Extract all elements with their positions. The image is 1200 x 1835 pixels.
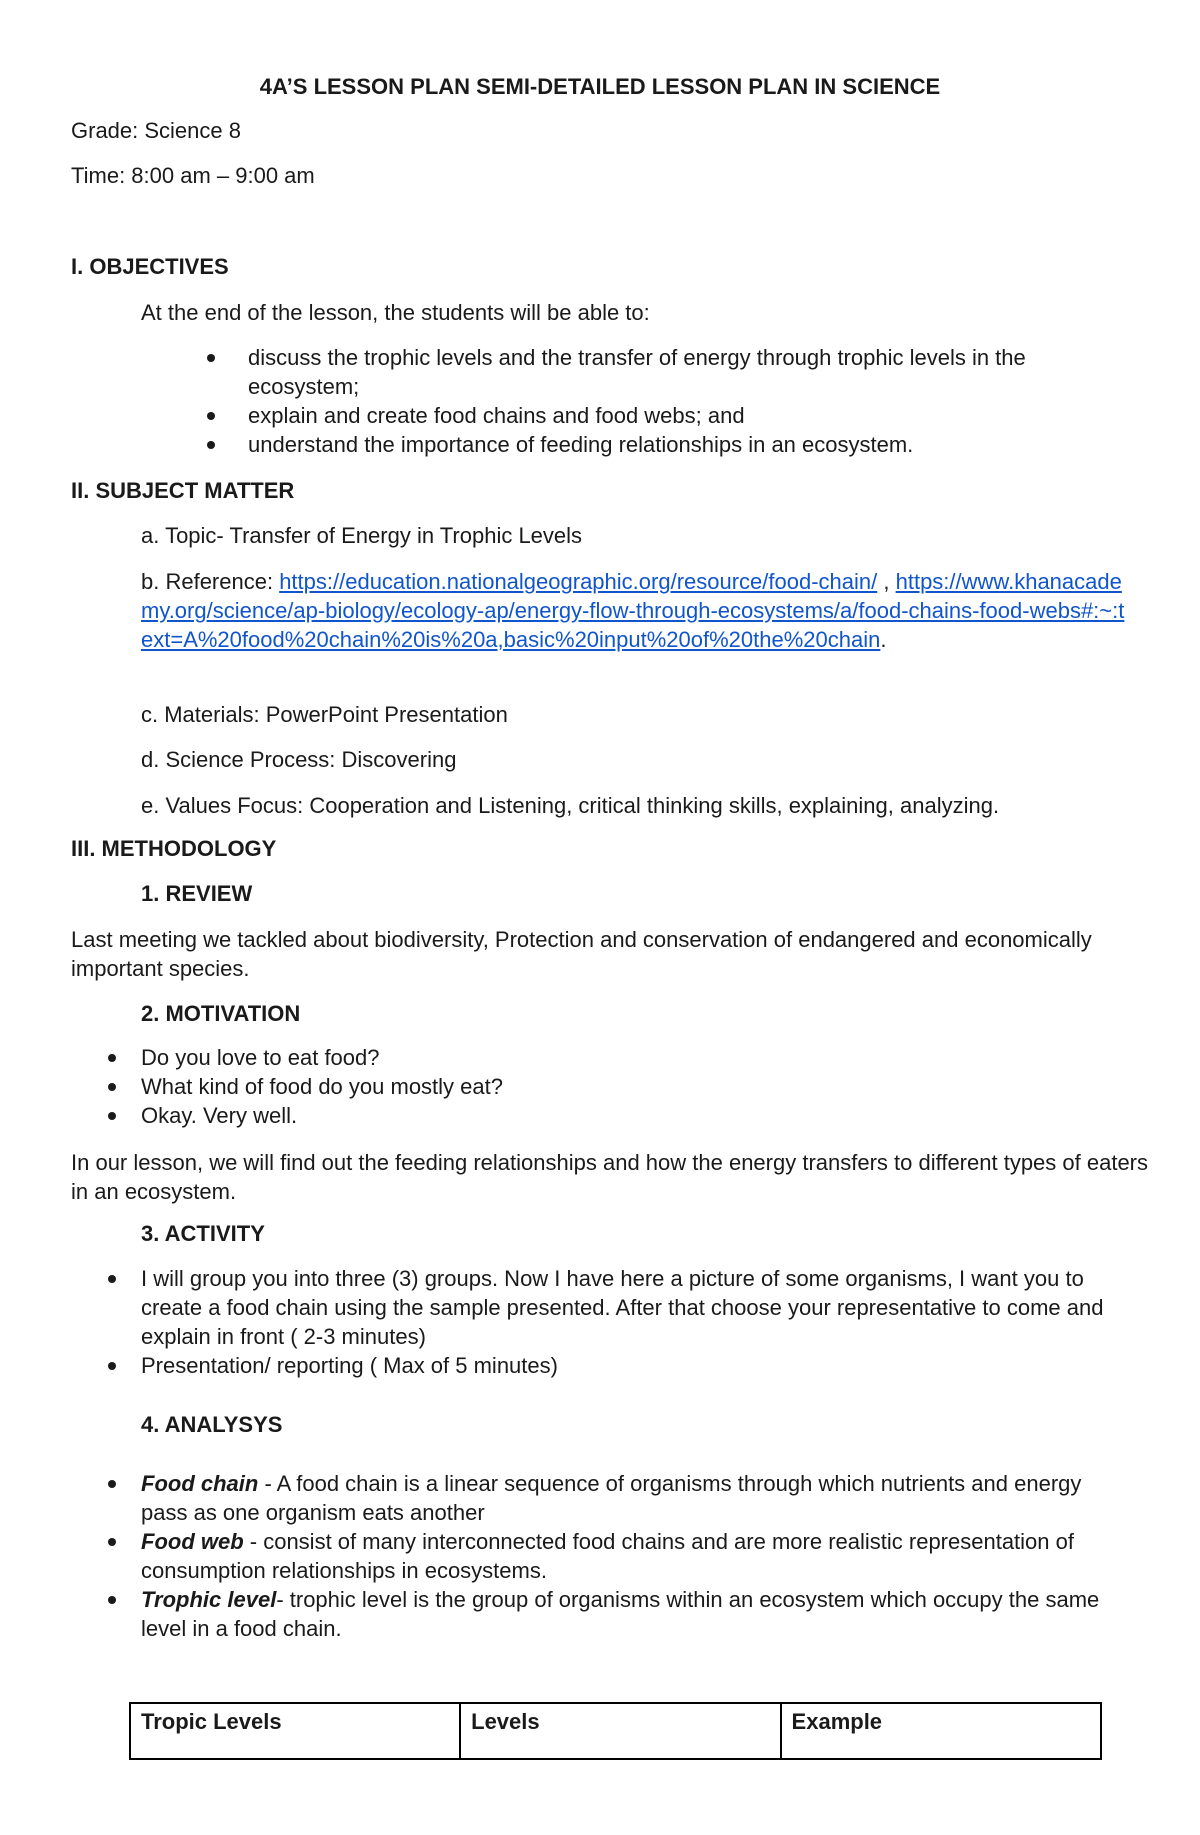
list-item (141, 1072, 1121, 1101)
bullet-icon (108, 1275, 116, 1283)
methodology-heading: III. METHODOLOGY (71, 836, 277, 861)
topic-line: a. Topic- Transfer of Energy in Trophic Levels (141, 523, 583, 548)
analysis-heading: 4. ANALYSYS (141, 1412, 283, 1437)
page-title: 4A’S LESSON PLAN SEMI-DETAILED LESSON PLAN IN SCIENCE (259, 74, 941, 99)
analysis-definition: - trophic level is the group of organisms within an ecosystem which occupy the same level in a food chain. (141, 1587, 1100, 1641)
activity-list (141, 1264, 1121, 1380)
table-header-row (130, 1703, 1101, 1759)
bullet-icon (108, 1054, 116, 1062)
bullet-icon (108, 1112, 116, 1120)
values-line: e. Values Focus: Cooperation and Listening, critical thinking skills, explaining, analyzing. (141, 793, 1000, 818)
list-item (248, 430, 1128, 459)
bullet-icon (108, 1538, 116, 1546)
reference-link-natgeo[interactable]: https://education.nationalgeographic.org/resource/food-chain/ (279, 569, 878, 594)
list-item (141, 1469, 1121, 1527)
motivation-text: Do you love to eat food? (141, 1045, 380, 1070)
list-item (141, 1264, 1121, 1351)
list-item (141, 1101, 1121, 1130)
motivation-heading: 2. MOTIVATION (141, 1001, 301, 1026)
list-item (141, 1527, 1121, 1585)
list-item (248, 401, 1128, 430)
reference-end: . (880, 627, 887, 652)
list-item (248, 343, 1128, 401)
activity-text: I will group you into three (3) groups. Now I have here a picture of some organisms, I want you to create a food chain using the sample presented. After that choose your representative to come and explain in front ( 2-3 minutes) (141, 1266, 1104, 1349)
objective-text: discuss the trophic levels and the transfer of energy through trophic levels in the ecosystem; (248, 345, 1026, 399)
subject-matter-heading: II. SUBJECT MATTER (71, 478, 295, 503)
bullet-icon (108, 1596, 116, 1604)
materials-line: c. Materials: PowerPoint Presentation (141, 702, 508, 727)
table-header-cell: Example (781, 1703, 1101, 1759)
activity-text: Presentation/ reporting ( Max of 5 minutes) (141, 1353, 558, 1378)
activity-heading: 3. ACTIVITY (141, 1221, 265, 1246)
objective-text: understand the importance of feeding relationships in an ecosystem. (248, 432, 914, 457)
objective-text: explain and create food chains and food webs; and (248, 403, 745, 428)
list-item (141, 1043, 1121, 1072)
table-header-cell: Levels (460, 1703, 780, 1759)
bullet-icon (207, 412, 215, 420)
motivation-list (141, 1043, 1121, 1130)
analysis-list (141, 1469, 1121, 1643)
objectives-intro: At the end of the lesson, the students will be able to: (141, 300, 650, 325)
bullet-icon (108, 1480, 116, 1488)
reference-label: b. Reference: (141, 569, 280, 594)
review-heading: 1. REVIEW (141, 881, 253, 906)
bullet-icon (207, 441, 215, 449)
reference-link-khanacademy[interactable]: https://www.khanacademy.org/science/ap-biology/ecology-ap/energy-flow-through-ecosystems/a/food-chains-food-webs#:~:text=A%20food%20chain%20is%20a,basic%20input%20of%20the%20chain (141, 569, 1125, 652)
trophic-levels-table (129, 1702, 1102, 1760)
list-item (141, 1351, 1121, 1380)
bullet-icon (108, 1083, 116, 1091)
motivation-text: What kind of food do you mostly eat? (141, 1074, 503, 1099)
reference-separator: , (877, 569, 890, 594)
objectives-list (248, 343, 1128, 459)
analysis-term: Trophic level (141, 1587, 277, 1612)
bullet-icon (207, 354, 215, 362)
grade-line: Grade: Science 8 (71, 118, 241, 143)
time-line: Time: 8:00 am – 9:00 am (71, 163, 315, 188)
analysis-definition: - consist of many interconnected food chains and are more realistic representation of consumption relationships in ecosystems. (141, 1529, 1074, 1583)
reference-block (141, 567, 1126, 654)
bullet-icon (108, 1362, 116, 1370)
table-header-cell: Tropic Levels (130, 1703, 460, 1759)
process-line: d. Science Process: Discovering (141, 747, 457, 772)
motivation-text-paragraph: In our lesson, we will find out the feeding relationships and how the energy transfers to different types of eaters in an ecosystem. (71, 1150, 1149, 1204)
analysis-term: Food web (141, 1529, 244, 1554)
list-item (141, 1585, 1121, 1643)
objectives-heading: I. OBJECTIVES (71, 254, 229, 279)
analysis-term: Food chain (141, 1471, 259, 1496)
analysis-definition: - A food chain is a linear sequence of organisms through which nutrients and energy pass as one organism eats another (141, 1471, 1082, 1525)
motivation-text: Okay. Very well. (141, 1103, 298, 1128)
review-text: Last meeting we tackled about biodiversity, Protection and conservation of endangered and economically important species. (71, 927, 1092, 981)
